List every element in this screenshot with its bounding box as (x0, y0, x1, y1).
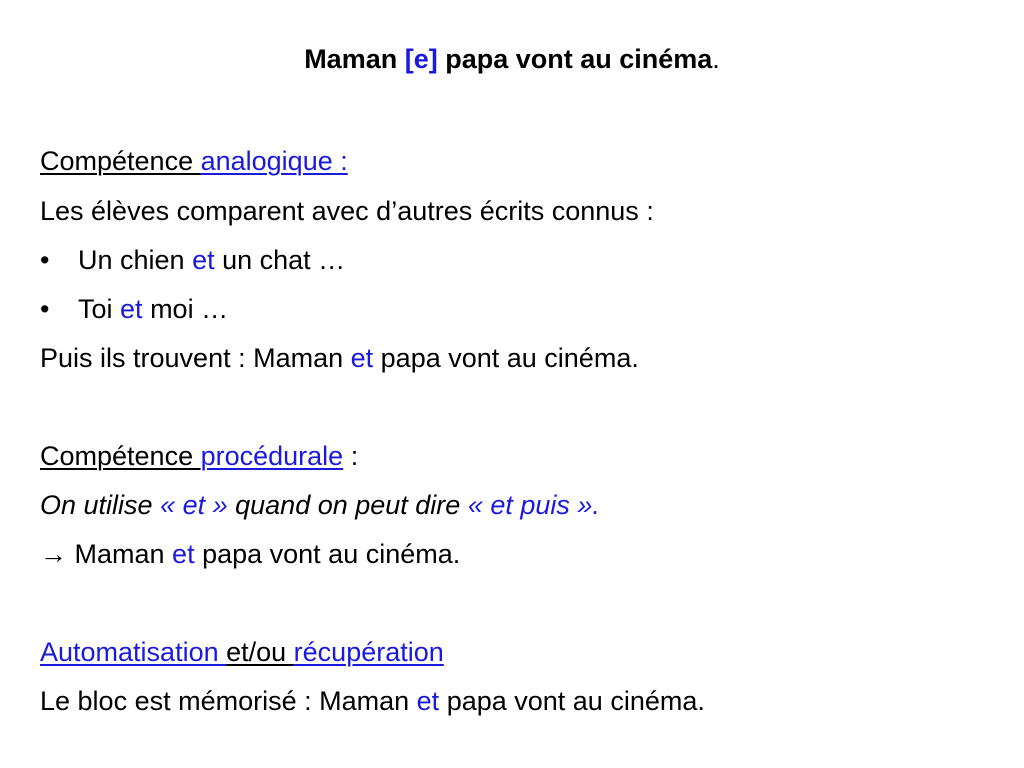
title-phoneme: [e] (404, 44, 438, 74)
analogique-heading-keyword: analogique : (200, 146, 348, 176)
procedurale-result (40, 539, 460, 570)
automatisation-heading (40, 637, 444, 668)
bullet-text-after: un chat … (214, 245, 346, 275)
result-text-before: Le bloc est mémorisé : Maman (40, 686, 417, 716)
bullet-item (40, 294, 228, 325)
result-text-after: papa vont au cinéma. (194, 539, 461, 569)
bullet-text-before: Toi (78, 294, 121, 324)
analogique-heading (40, 146, 348, 177)
result-text-after: papa vont au cinéma. (373, 343, 639, 373)
procedurale-heading-colon: : (343, 441, 359, 471)
procedurale-heading-keyword: procédurale (200, 441, 344, 471)
recuperation-heading-keyword: récupération (293, 637, 444, 667)
rule-keyword-et: « et » (160, 490, 228, 520)
bullet-icon: • (40, 245, 50, 275)
analogique-heading-label: Compétence (40, 146, 201, 176)
title-part-rest: papa vont au cinéma (437, 44, 713, 74)
bullet-item (40, 245, 345, 276)
result-text-before: Puis ils trouvent : Maman (40, 343, 351, 373)
procedurale-rule (40, 490, 600, 521)
procedurale-heading (40, 441, 358, 472)
rule-text-c: quand on peut dire (227, 490, 468, 520)
analogique-result (40, 343, 639, 374)
title-part-maman: Maman (304, 44, 405, 74)
bullet-text-before: Un chien (78, 245, 193, 275)
automatisation-result (40, 686, 705, 717)
bullet-text-after: moi … (142, 294, 229, 324)
result-keyword: et (350, 343, 374, 373)
analogique-intro: Les élèves comparent avec d’autres écrits connus : (40, 196, 654, 226)
automatisation-heading-connector: et/ou (226, 637, 294, 667)
result-keyword: et (416, 686, 440, 716)
title-period: . (712, 44, 720, 74)
bullet-icon: • (40, 294, 50, 324)
rule-text-a: On utilise (40, 490, 161, 520)
result-text-after: papa vont au cinéma. (439, 686, 705, 716)
slide-title (0, 44, 1024, 75)
result-text-before: → Maman (40, 539, 173, 569)
procedurale-heading-label: Compétence (40, 441, 201, 471)
bullet-keyword: et (192, 245, 215, 275)
result-keyword: et (172, 539, 195, 569)
bullet-keyword: et (120, 294, 143, 324)
rule-keyword-et-puis: « et puis ». (467, 490, 600, 520)
automatisation-heading-keyword: Automatisation (40, 637, 227, 667)
